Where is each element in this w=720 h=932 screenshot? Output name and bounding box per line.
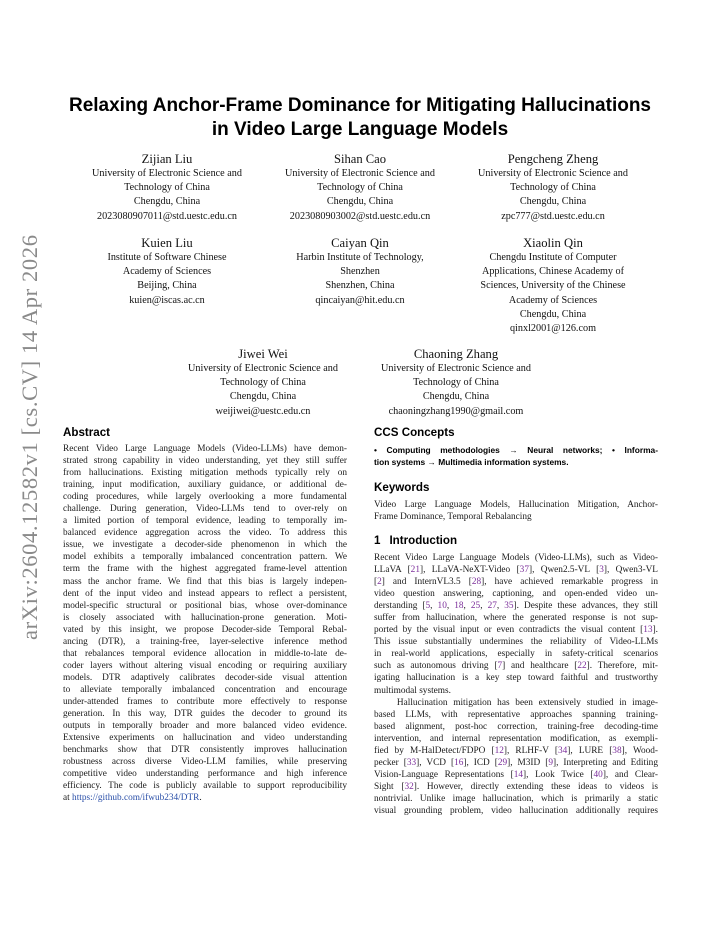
author-email: qinxl2001@126.com [509, 323, 597, 335]
abstract-line: Recent Video Large Language Models (Video-LLMs) have demon- [63, 444, 347, 454]
author-affiliation: Technology of China [317, 182, 403, 194]
abstract-line: competitive video understanding performance and high inference [63, 769, 347, 780]
citation-link[interactable]: 18 [454, 601, 464, 612]
introduction-line [374, 733, 658, 745]
text-fragment: Vision-Language Representations [ [374, 769, 514, 780]
abstract-line: under-attended frames to contribute more effectively to response [63, 696, 347, 707]
author-email: 2023080903002@std.uestc.edu.cn [289, 210, 431, 222]
author-affiliation: Sciences, University of the Chinese [480, 280, 626, 292]
introduction-line [374, 612, 658, 624]
text-fragment: ], RLHF-V [ [503, 745, 558, 756]
text-fragment: ]. Therefore, mit- [586, 661, 658, 672]
abstract-line: training, input modification, auxiliary guidance, or additional de- [63, 480, 347, 491]
text-fragment: ], LURE [ [567, 745, 613, 756]
author-location: Shenzhen, China [325, 280, 395, 292]
author-affiliation: Harbin Institute of Technology, [296, 252, 424, 263]
abstract-line: Extensive experiments on hallucination and video understanding [63, 733, 347, 744]
ccs-line: • Computing methodologies → Neural networks; • Informa- [374, 445, 658, 455]
introduction-line [374, 793, 658, 805]
ccs-line: tion systems → Multimedia information systems. [374, 456, 569, 467]
author-location: Chengdu, China [133, 196, 201, 208]
citation-link[interactable]: 37 [519, 565, 529, 576]
author-block [461, 151, 645, 224]
introduction-line [374, 805, 658, 817]
citation-link[interactable]: 3 [599, 565, 604, 576]
abstract-line: ancing (DTR), a training-free, layer-selective inference method [63, 636, 347, 647]
author-name: Sihan Cao [333, 152, 387, 166]
title-line-2: in Video Large Language Models [211, 119, 509, 140]
author-location: Chengdu, China [326, 196, 394, 208]
text-fragment: , [463, 601, 471, 612]
text-fragment: suffer from hallucination, where the generated response is not sup- [374, 613, 658, 624]
author-email: kuien@iscas.ac.cn [129, 294, 205, 306]
citation-link[interactable]: 33 [406, 757, 417, 768]
citation-link[interactable]: 2 [377, 577, 382, 588]
text-fragment: ], Qwen2.5-VL [ [528, 565, 600, 576]
text-fragment: ], have achieved remarkable progress in [481, 577, 658, 588]
introduction-line [374, 769, 658, 781]
arxiv-identifier: arXiv:2604.12582v1 [cs.CV] 14 Apr 2026 [17, 234, 42, 640]
author-name: Jiwei Wei [238, 347, 288, 361]
abstract-line: balanced evidence aggregation across the video. To address this [63, 528, 347, 539]
author-name: Chaoning Zhang [413, 347, 499, 361]
paper-title [40, 94, 680, 142]
author-affiliation: Academy of Sciences [122, 266, 212, 278]
introduction-line [374, 709, 658, 721]
abstract-line: model-specific structural or positional bias, whose over-dominance [63, 600, 347, 611]
author-affiliation: Shenzhen [340, 266, 380, 278]
introduction-line [374, 745, 658, 757]
text-fragment: ]. Despite these advances, they still [513, 601, 659, 612]
abstract-line: benchmarks show that DTR consistently improves hallucination [63, 745, 347, 756]
keywords-line: Video Large Language Models, Hallucination Mitigation, Anchor- [374, 500, 658, 510]
abstract-line: mass the anchor frame. We find that this bias is largely indepen- [63, 576, 347, 587]
author-location: Chengdu, China [519, 196, 587, 208]
citation-link[interactable]: 27 [487, 601, 497, 612]
citation-link[interactable]: 10 [437, 601, 447, 612]
introduction-line [374, 685, 658, 697]
introduction-heading [374, 534, 457, 547]
citation-link[interactable]: 22 [577, 661, 587, 672]
introduction-line [374, 576, 658, 588]
abstract-line: challenge. During generation, Video-LLMs tend to over-rely on [63, 504, 347, 515]
author-name: Pengcheng Zheng [507, 152, 599, 166]
text-fragment: ], VCD [ [416, 757, 455, 768]
text-fragment: Sight [ [374, 781, 405, 792]
author-affiliation: Technology of China [510, 182, 596, 194]
introduction-line [374, 757, 658, 769]
abstract-line: from hallucinations. Existing mitigation methods typically rely on [63, 468, 347, 479]
author-affiliation: Technology of China [220, 377, 306, 389]
abstract-line: generation. In this way, DTR guides the decoder to ground its [63, 709, 347, 720]
text-fragment: ], and Clear- [602, 769, 658, 780]
citation-link[interactable]: 29 [497, 757, 508, 768]
introduction-line [374, 660, 658, 672]
text-fragment: based LLMs, with representative approaches spanning training- [374, 709, 658, 720]
citation-link[interactable]: 21 [410, 565, 420, 576]
abstract-line: outputs in temporally broader and more balanced video evidence. [63, 721, 347, 732]
author-affiliation: Technology of China [413, 377, 499, 389]
code-repository-link[interactable]: https://github.com/ifwub234/DTR [72, 793, 200, 804]
author-block [75, 235, 259, 308]
author-name: Zijian Liu [141, 152, 193, 166]
text-fragment: ]. [652, 625, 658, 636]
author-affiliation: University of Electronic Science and [188, 363, 338, 374]
text-fragment: Recent Video Large Language Models (Video-LLMs), such as Video- [374, 553, 658, 563]
text-fragment: visual grounding problem, video hallucination additionally requires [374, 805, 658, 816]
author-location: Chengdu, China [519, 308, 587, 320]
text-fragment: igating hallucination is a key step toward faithful and trustworthy [374, 673, 658, 684]
title-line-1: Relaxing Anchor-Frame Dominance for Mitigating Hallucinations [68, 95, 652, 116]
abstract-line: issue, we investigate a decoder-side phenomenon in which the [63, 540, 347, 551]
text-fragment: , [430, 601, 438, 612]
text-fragment: ], Interpreting and Editing [552, 757, 658, 768]
author-affiliation: University of Electronic Science and [381, 363, 531, 374]
author-block [171, 346, 355, 419]
text-fragment: nontrivial. Unlike image hallucination, which is primarily a static [374, 793, 658, 804]
text-fragment: ]. However, directly extending these ideas to videos is [413, 781, 658, 792]
author-affiliation: Chengdu Institute of Computer [489, 252, 617, 263]
keywords-line: Frame Dominance, Temporal Rebalancing [374, 512, 532, 523]
text-fragment: This issue substantially undermines the reliability of Video-LLMs [374, 637, 658, 648]
text-fragment: , [480, 601, 488, 612]
abstract-line: that rebalances temporal evidence allocation in middle-to-late de- [63, 648, 347, 659]
text-fragment: such as autonomous driving [ [374, 661, 498, 672]
introduction-line [374, 564, 658, 576]
introduction-line [374, 721, 658, 733]
text-fragment: , [496, 601, 505, 612]
author-location: Chengdu, China [422, 391, 490, 403]
introduction-line [374, 697, 658, 709]
author-block [75, 151, 259, 224]
abstract-heading: Abstract [63, 426, 111, 439]
text-fragment: in real-world applications, especially in safety-critical scenarios [374, 649, 658, 660]
author-block [461, 235, 645, 336]
author-location: Beijing, China [137, 280, 197, 292]
text-fragment: ], ICD [ [463, 757, 498, 768]
citation-link[interactable]: 38 [612, 745, 622, 756]
text-fragment: , [446, 601, 455, 612]
abstract-line: is closely associated with hallucination-prone generation. Moti- [63, 612, 347, 623]
text-fragment: pecker [ [374, 757, 407, 768]
citation-link[interactable]: 28 [471, 577, 482, 588]
author-affiliation: Institute of Software Chinese [107, 252, 227, 263]
abstract-line: term the frame with the highest aggregated frame-level attention [63, 564, 347, 575]
abstract-line: coding procedures, while largely overlooking a more fundamental [63, 492, 347, 503]
ccs-concepts [374, 445, 658, 468]
author-name: Kuien Liu [141, 236, 193, 250]
author-affiliation: University of Electronic Science and [285, 168, 435, 179]
introduction-text [374, 552, 658, 817]
introduction-line [374, 781, 658, 793]
introduction-line [374, 648, 658, 660]
text-fragment: video question answering, captioning, and open-ended video un- [374, 589, 658, 600]
abstract-line: vated by this insight, we propose Decoder-side Temporal Rebal- [63, 624, 347, 635]
text-fragment: derstanding [ [374, 601, 426, 612]
abstract-line [63, 792, 347, 804]
abstract-text [63, 443, 347, 804]
author-affiliation: Technology of China [124, 182, 210, 194]
text-fragment: ], Wood- [621, 745, 659, 756]
citation-link[interactable]: 7 [497, 661, 503, 672]
author-email: 2023080907011@std.uestc.edu.cn [96, 210, 237, 222]
author-affiliation: Applications, Chinese Academy of [481, 266, 625, 278]
text-fragment: ] and InternVL3.5 [ [381, 577, 472, 588]
abstract-line: robustness across diverse Video-LLM families, while preserving [63, 757, 347, 768]
text-fragment: ], Qwen3-VL [603, 565, 658, 576]
text-fragment: multimodal systems. [374, 685, 451, 696]
abstract-line: to alleviate temporally imbalanced concentration and encourage [63, 684, 347, 695]
keywords-text [374, 499, 658, 523]
abstract-line: a limited portion of temporal evidence, leading to temporally im- [63, 516, 347, 527]
abstract-line: model exhibits a temporally imbalanced concentration pattern. We [63, 552, 347, 563]
introduction-line [374, 672, 658, 684]
citation-link[interactable]: 34 [558, 745, 568, 756]
text-fragment: Hallucination mitigation has been extensively studied in image- [374, 697, 658, 708]
citation-link[interactable]: 35 [504, 601, 514, 612]
abstract-text-fragment: at [63, 793, 73, 804]
citation-link[interactable]: 14 [513, 769, 524, 780]
citation-link[interactable]: 13 [643, 625, 653, 636]
introduction-line [374, 636, 658, 648]
author-affiliation: University of Electronic Science and [478, 168, 628, 179]
author-location: Chengdu, China [229, 391, 297, 403]
abstract-line: dent of the input video and instead appears to reflect a persistent, [63, 588, 347, 599]
introduction-line [374, 588, 658, 600]
keywords-heading: Keywords [374, 481, 430, 494]
text-fragment: ], M3ID [ [507, 757, 549, 768]
citation-link[interactable]: 32 [404, 781, 414, 792]
introduction-line [374, 624, 658, 636]
section-title: Introduction [389, 534, 458, 547]
abstract-line: efficiency. The code is publicly available to support reproducibility [63, 781, 347, 792]
introduction-line [374, 600, 658, 612]
abstract-line: models. DTR adaptively calibrates decoder-side visual attention [63, 672, 347, 683]
abstract-line: strated strong capability in video understanding, yet they still suffer [63, 456, 347, 467]
text-fragment: fied by M-HalDetect/FDPO [ [374, 745, 495, 756]
text-fragment: ], LLaVA-NeXT-Video [ [419, 565, 520, 576]
section-number: 1 [374, 534, 381, 547]
text-fragment: LLaVA [ [374, 565, 411, 576]
author-block [268, 151, 452, 224]
author-affiliation: Academy of Sciences [508, 294, 598, 306]
citation-link[interactable]: 9 [548, 757, 553, 768]
author-email: qincaiyan@hit.edu.cn [315, 294, 405, 306]
author-email: zpc777@std.uestc.edu.cn [501, 210, 605, 222]
text-fragment: ], Look Twice [ [523, 769, 594, 780]
author-block [268, 235, 452, 308]
citation-link[interactable]: 5 [425, 601, 431, 612]
citation-link[interactable]: 16 [454, 757, 464, 768]
author-email: chaoningzhang1990@gmail.com [388, 405, 524, 417]
ccs-heading: CCS Concepts [374, 426, 455, 439]
text-fragment: based alignment, post-hoc correction, training-free decoding-time [374, 721, 658, 732]
author-email: weijiwei@uestc.edu.cn [215, 405, 311, 417]
text-fragment: [ [374, 577, 378, 588]
author-name: Xiaolin Qin [523, 236, 583, 250]
abstract-text-fragment: . [199, 793, 202, 804]
abstract-line: coder layers without altering visual encoding or requiring auxiliary [63, 660, 347, 671]
author-block [364, 346, 548, 419]
text-fragment: ] and healthcare [ [502, 661, 578, 672]
text-fragment: ported by the visual input or even contradicts the visual content [ [374, 625, 644, 636]
introduction-line [374, 552, 658, 564]
citation-link[interactable]: 40 [593, 769, 603, 780]
text-fragment: intervention, and internal representation modification, as exempli- [374, 733, 658, 744]
citation-link[interactable]: 12 [494, 745, 504, 756]
author-affiliation: University of Electronic Science and [92, 168, 242, 179]
citation-link[interactable]: 25 [470, 601, 481, 612]
author-name: Caiyan Qin [331, 236, 389, 250]
